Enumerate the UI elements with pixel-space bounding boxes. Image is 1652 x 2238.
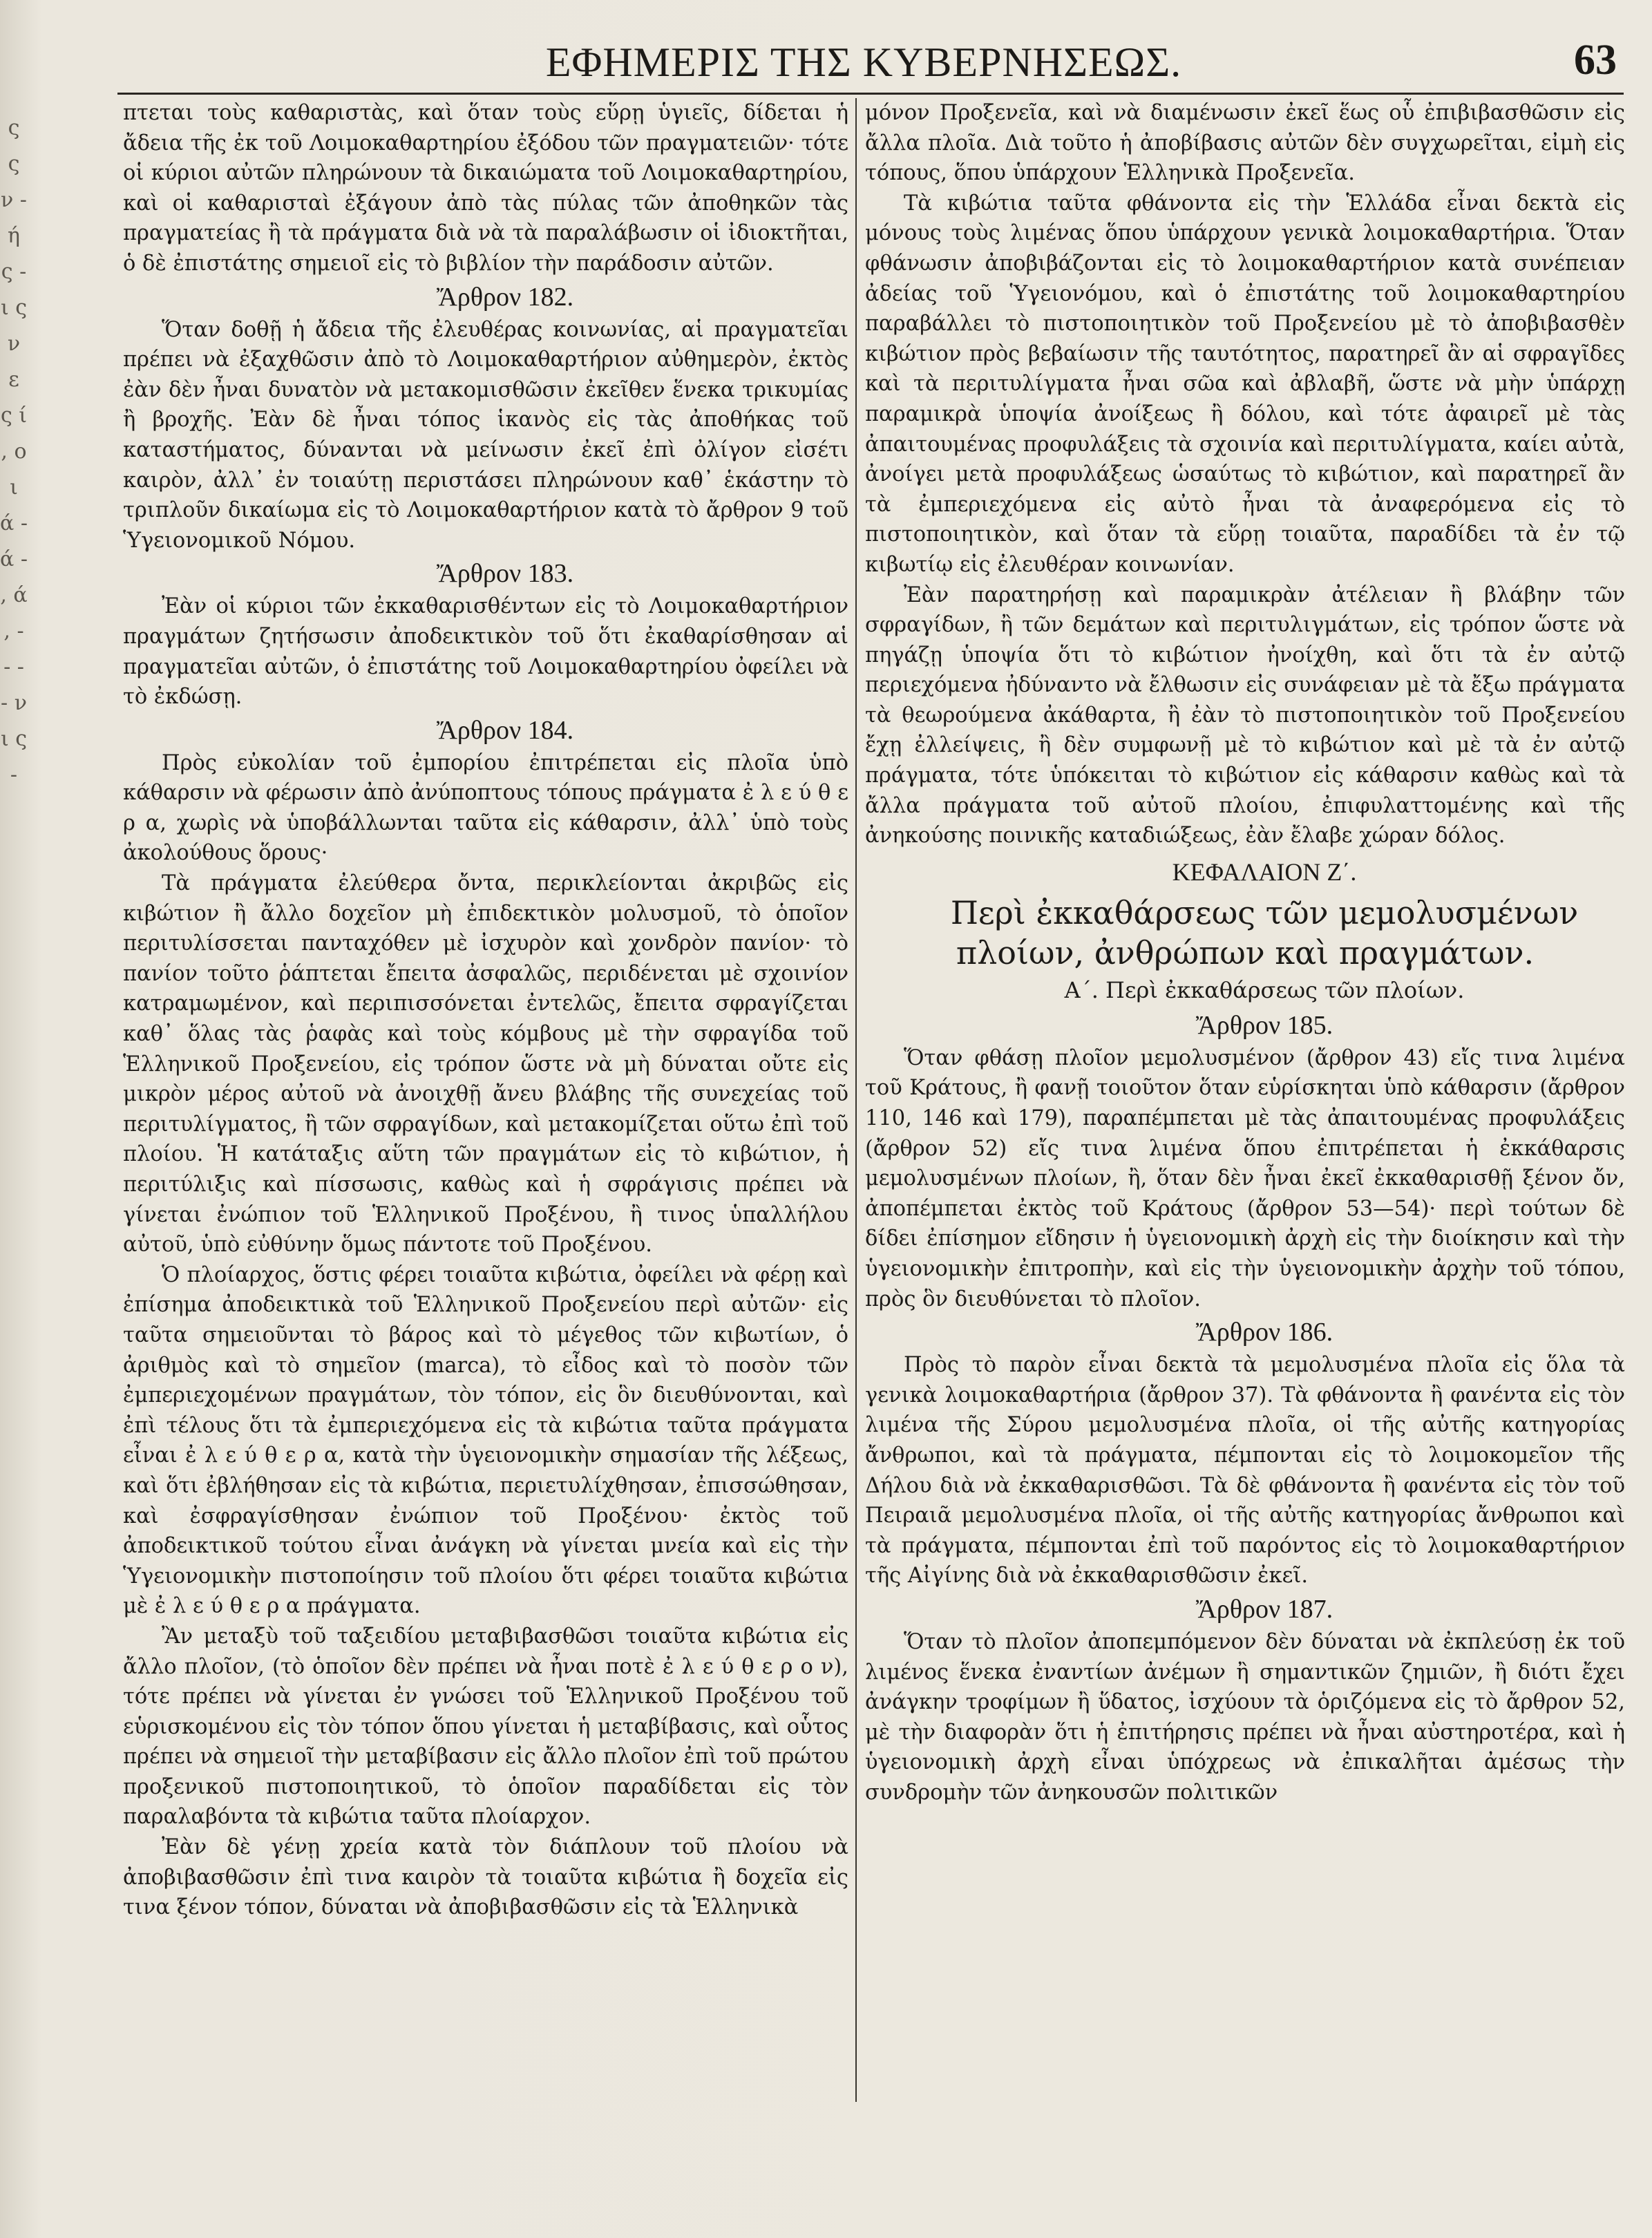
chapter-title: Περὶ ἐκκαθάρσεως τῶν μεμολυσμένων πλοίων, ἀνθρώπων καὶ πραγμάτων. [950, 893, 1579, 971]
header-rule [117, 93, 1624, 95]
right-paragraph-2: Τὰ κιβώτια ταῦτα φθάνοντα εἰς τὴν Ἑλλάδα εἶναι δεκτὰ εἰς μόνους τοὺς λιμένας ὅπου ὑπάρχουν γενικὰ λοιμοκαθαρτήρια. Ὅταν φθάνωσιν ἀποβιβάζονται εἰς τὸ λοιμοκαθαρτήριον κατὰ συνέπειαν ἀδείας τοῦ Ὑγειονόμου, καὶ ὁ ἐπιστάτης τοῦ λοιμοκαθαρτηρίου παραβάλλει τὸ πιστοποιητικὸν τοῦ Προξενείου μὲ τὸ ἀποβιβασθὲν κιβώτιον πρὸς βεβαίωσιν τῆς ταυτότητος, παρατηρεῖ ἂν αἱ σφραγῖδες καὶ τὰ περιτυλίγματα ἦναι σῶα καὶ ἀβλαβῆ, ὥστε νὰ μὴν ὑπάρχῃ παραμικρὰ ὑποψία ἀνοίξεως ἢ δόλου, καὶ τότε ἀφαιρεῖ μὲ τὰς ἀπαιτουμένας προφυλάξεις τὰ σχοινία καὶ περιτυλίγματα, καίει αὐτὰ, ἀνοίγει μετὰ προφυλάξεως ὡσαύτως τὸ κιβώτιον, καὶ παρατηρεῖ ἂν τὰ ἐμπεριεχόμενα εἰς αὐτὸ ἦναι τὰ ἀναφερόμενα εἰς τὸ πιστοποιητικὸν, καὶ ὅταν τὰ εὕρῃ τοιαῦτα, παραδίδει τὰ ἐν τῷ κιβωτίῳ εἰς ἐλευθέραν κοινωνίαν. [865, 191, 1625, 577]
left-paragraph-7: Ἂν μεταξὺ τοῦ ταξειδίου μεταβιβασθῶσι τοιαῦτα κιβώτια εἰς ἄλλο πλοῖον, (τὸ ὁποῖον δὲν πρέπει νὰ ἦναι ποτὲ ἐ λ ε ύ θ ε ρ ο ν), τότε πρέπει νὰ γίνεται ἐν γνώσει τοῦ Ἑλληνικοῦ Προξένου τοῦ εὑρισκομένου εἰς τὸν τόπον ὅπου γίνεται ἡ μεταβίβασις, καὶ οὗτος πρέπει νὰ σημειοῖ τὴν μεταβίβασιν εἰς ἄλλο πλοῖον ἐπὶ τοῦ πρώτου προξενικοῦ πιστοποιητικοῦ, τὸ ὁποῖον παραδίδεται εἰς τὸν παραλαβόντα τὰ κιβώτια ταῦτα πλοίαρχον. [123, 1624, 848, 1830]
publication-title: ΕΦΗΜΕΡΙΣ ΤΗΣ ΚΥΒΕΡΝΗΣΕΩΣ. [545, 39, 1182, 85]
left-paragraph-6: Ὁ πλοίαρχος, ὅστις φέρει τοιαῦτα κιβώτια, ὀφείλει νὰ φέρῃ καὶ ἐπίσημα ἀποδεικτικὰ τοῦ Ἑλληνικοῦ Προξενείου περὶ αὐτῶν· εἰς ταῦτα σημειοῦνται τὸ βάρος καὶ τὸ μέγεθος τῶν κιβωτίων, ὁ ἀριθμὸς καὶ τὸ σημεῖον (marca), τὸ εἶδος καὶ τὸ ποσὸν τῶν ἐμπεριεχομένων πραγμάτων, τὸν τόπον, εἰς ὃν διευθύνονται, καὶ ἐπὶ τέλους ὅτι τὰ ἐμπεριεχόμενα εἰς τὰ κιβώτια ταῦτα πράγματα εἶναι ἐ λ ε ύ θ ε ρ α, κατὰ τὴν ὑγειονομικὴν σημασίαν τῆς λέξεως, καὶ ὅτι ἐβλήθησαν εἰς τὰ κιβώτια, περιετυλίχθησαν, ἐπισσώθησαν, καὶ ἐσφραγίσθησαν ἐνώπιον τοῦ Προξένου· ἐκτὸς τοῦ ἀποδεικτικοῦ τούτου εἶναι ἀνάγκη νὰ γίνεται μνεία καὶ εἰς τὴν Ὑγειονομικὴν πιστοποίησιν τοῦ πλοίου ὅτι φέρει τοιαῦτα κιβώτια μὲ ἐ λ ε ύ θ ε ρ α πράγματα. [123, 1262, 848, 1619]
right-paragraph-6: Ὅταν τὸ πλοῖον ἀποπεμπόμενον δὲν δύναται νὰ ἐκπλεύσῃ ἐκ τοῦ λιμένος ἕνεκα ἐναντίων ἀνέμων ἢ σημαντικῶν ζημιῶν, ἢ διότι ἔχει ἀνάγκην τροφίμων ἢ ὕδατος, ἰσχύουν τὰ ὁριζόμενα εἰς τὸ ἄρθρον 52, μὲ τὴν διαφορὰν ὅτι ἡ ἐπιτήρησις πρέπει νὰ ἦναι αὐστηροτέρα, καὶ ἡ ὑγειονομικὴ ἀρχὴ εἶναι ὑπόχρεως νὰ ἐπικαλῆται ἀμέσως τὴν συνδρομὴν τῶν ἀνηκουσῶν πολιτικῶν [865, 1629, 1625, 1805]
article-heading-184: Ἄρθρον 184. [436, 715, 574, 745]
section-heading: Α΄. Περὶ ἐκκαθάρσεως τῶν πλοίων. [1064, 976, 1465, 1003]
right-paragraph-4: Ὅταν φθάσῃ πλοῖον μεμολυσμένον (ἄρθρον 43) εἴς τινα λιμένα τοῦ Κράτους, ἢ φανῇ τοιοῦτον ὅταν εὑρίσκηται ὑπὸ κάθαρσιν (ἄρθρον 110, 146 καὶ 179), παραπέμπεται μὲ τὰς ἀπαιτουμένας προφυλάξεις (ἄρθρον 52) εἴς τινα λιμένα ὅπου ἐπιτρέπεται ἡ ἐκκάθαρσις μεμολυσμένων πλοίων, ἢ, ὅταν δὲν ἦναι ἐκεῖ ἐκκαθαρισθῇ ξένον ὄν, ἀποπέμπεται ἐκτὸς τοῦ Κράτους (ἄρθρον 53—54)· περὶ τούτων δὲ δίδει ἐπίσημον εἴδησιν ἡ ὑγειονομικὴ ἀρχὴ εἰς τὴν διοίκησιν καὶ τὴν ὑγειονομικὴν ἐπιτροπὴν, καὶ εἰς τὴν ὑγειονομικὴν ἀρχὴν τοῦ τόπου, πρὸς ὃν διευθύνεται τὸ πλοῖον. [865, 1045, 1625, 1311]
article-heading-183: Ἄρθρον 183. [436, 559, 574, 589]
left-paragraph-4: Πρὸς εὐκολίαν τοῦ ἐμπορίου ἐπιτρέπεται εἰς πλοῖα ὑπὸ κάθαρσιν νὰ φέρωσιν ἀπὸ ἀνύποπτους τόπους πράγματα ἐ λ ε ύ θ ε ρ α, χωρὶς νὰ ὑποβάλλωνται ταῦτα εἰς κάθαρσιν, ἀλλ᾿ ὑπὸ τοὺς ἀκολούθους ὅρους· [123, 750, 848, 866]
chapter-heading: ΚΕΦΑΛΑΙΟΝ Ζ΄. [1172, 857, 1357, 886]
article-heading-182: Ἄρθρον 182. [436, 282, 574, 312]
binding-margin-fragments: ς ς ν - ή ς - ι ς ν ε ς ί , ο ι ά - ά - , ά , - - - - ν ι ς - [0, 116, 28, 787]
right-paragraph-3: Ἐὰν παρατηρήσῃ καὶ παραμικρὰν ἀτέλειαν ἢ βλάβην τῶν σφραγίδων, ἢ τῶν δεμάτων καὶ περιτυλιγμάτων, εἰς τρόπον ὥστε νὰ πηγάζῃ ὑποψία ὅτι τὸ κιβώτιον ἠνοίχθη, καὶ ὅτι τὰ ἐν αὐτῷ περιεχόμενα ἠδύναντο νὰ ἔλθωσιν εἰς συνάφειαν μὲ τὰ ἔξω πράγματα τὰ θεωρούμενα ἀκάθαρτα, ἢ ἐὰν τὸ πιστοποιητικὸν τοῦ Προξενείου ἔχῃ ἐλλείψεις, ἢ δὲν συμφωνῇ μὲ τὸ κιβώτιον καὶ μὲ τὰ ἐν αὐτῷ πράγματα, τότε ὑπόκειται τὸ κιβώτιον εἰς κάθαρσιν καθὼς καὶ τὰ ἄλλα πράγματα τοῦ αὐτοῦ πλοίου, ἐπιφυλαττομένης καὶ τῆς ἀνηκούσης ποινικῆς καταδιώξεως, ἐὰν ἔλαβε χώραν δόλος. [865, 582, 1625, 848]
page-header [104, 33, 1624, 88]
left-paragraph-1: πτεται τοὺς καθαριστὰς, καὶ ὅταν τοὺς εὕρῃ ὑγιεῖς, δίδεται ἡ ἄδεια τῆς ἐκ τοῦ Λοιμοκαθαρτηρίου ἐξόδου τῶν πραγματειῶν· τότε οἱ κύριοι αὐτῶν πληρώνουν τὰ δικαιώματα τοῦ Λοιμοκαθαρτηρίου, καὶ οἱ καθαρισταὶ ἐξάγουν ἀπὸ τὰς πύλας τῶν ἀποθηκῶν τὰς πραγματείας ἢ τὰ πράγματα διὰ νὰ τὰ παραλάβωσιν οἱ ἰδιοκτῆται, ὁ δὲ ἐπιστάτης σημειοῖ εἰς τὸ βιβλίον τὴν παράδοσιν αὐτῶν. [123, 101, 848, 276]
right-paragraph-1: μόνον Προξενεῖα, καὶ νὰ διαμένωσιν ἐκεῖ ἕως οὗ ἐπιβιβασθῶσιν εἰς ἄλλα πλοῖα. Διὰ τοῦτο ἡ ἀποβίβασις αὐτῶν δὲν συγχωρεῖται, εἰμὴ εἰς τόπους, ὅπου ὑπάρχουν Ἑλληνικὰ Προξενεῖα. [865, 101, 1625, 186]
article-heading-186: Ἄρθρον 186. [1195, 1318, 1333, 1347]
right-paragraph-5: Πρὸς τὸ παρὸν εἶναι δεκτὰ τὰ μεμολυσμένα πλοῖα εἰς ὅλα τὰ γενικὰ λοιμοκαθαρτήρια (ἄρθρον 37). Τὰ φθάνοντα ἢ φανέντα εἰς τὸν λιμένα τῆς Σύρου μεμολυσμένα πλοῖα, οἱ τῆς αὐτῆς κατηγορίας ἄνθρωποι, καὶ τὰ πράγματα, πέμπονται εἰς τὸ λοιμοκομεῖον τῆς Δήλου διὰ νὰ ἐκκαθαρισθῶσι. Τὰ δὲ φθάνοντα ἢ φανέντα εἰς τὸν τοῦ Πειραιᾶ μεμολυσμένα πλοῖα, οἱ τῆς αὐτῆς κατηγορίας ἄνθρωποι καὶ τὰ πράγματα, πέμπονται ἐπὶ τοῦ παρόντος εἰς τὸ λοιμοκαθαρτήριον τῆς Αἰγίνης διὰ νὰ ἐκκαθαρισθῶσιν ἐκεῖ. [865, 1353, 1625, 1589]
column-divider [855, 98, 857, 2102]
page-number: 63 [1574, 37, 1617, 84]
left-paragraph-3: Ἐὰν οἱ κύριοι τῶν ἐκκαθαρισθέντων εἰς τὸ Λοιμοκαθαρτήριον πραγμάτων ζητήσωσιν ἀποδεικτικὸν τοῦ ὅτι ἐκαθαρίσθησαν αἱ πραγματεῖαι αὐτῶν, ὁ ἐπιστάτης τοῦ Λοιμοκαθαρτηρίου ὀφείλει νὰ τὸ ἐκδώσῃ. [123, 594, 848, 710]
left-column [123, 98, 848, 2212]
article-heading-185: Ἄρθρον 185. [1195, 1010, 1333, 1040]
left-paragraph-5: Τὰ πράγματα ἐλεύθερα ὄντα, περικλείονται ἀκριβῶς εἰς κιβώτιον ἢ ἄλλο δοχεῖον μὴ ἐπιδεκτικὸν μολυσμοῦ, τὸ ὁποῖον περιτυλίσσεται πανταχόθεν μὲ ἰσχυρὸν καὶ χονδρὸν πανίον· τὸ πανίον τοῦτο ῥάπτεται ἔπειτα ἀσφαλῶς, περιδένεται μὲ σχοινίον κατραμωμένον, καὶ περιπισσόνεται ἐντελῶς, ἔπειτα σφραγίζεται καθ᾿ ὅλας τὰς ῥαφὰς καὶ τοὺς κόμβους μὲ τὴν σφραγίδα τοῦ Ἑλληνικοῦ Προξενείου, εἰς τρόπον ὥστε νὰ μὴ δύναται οὔτε εἰς μικρὸν μέρος αὐτοῦ νὰ ἀνοιχθῇ ἄνευ βλάβης τῆς συνεχείας τοῦ περιτυλίγματος, ἢ τῶν σφραγίδων, καὶ μετακομίζεται οὕτω ἐπὶ τοῦ πλοίου. Ἡ κατάταξις αὕτη τῶν πραγμάτων εἰς τὸ κιβώτιον, ἡ περιτύλιξις καὶ πίσσωσις, καθὼς καὶ ἡ σφράγισις πρέπει νὰ γίνεται ἐνώπιον τοῦ Ἑλληνικοῦ Προξένου, ἢ τινος ὑπαλλήλου αὐτοῦ, ὑπὸ εὐθύνην ὅμως πάντοτε τοῦ Προξένου. [123, 871, 848, 1258]
left-paragraph-8: Ἐὰν δὲ γένῃ χρεία κατὰ τὸν διάπλουν τοῦ πλοίου νὰ ἀποβιβασθῶσιν ἐπὶ τινα καιρὸν τὰ τοιαῦτα κιβώτια ἢ δοχεῖα εἰς τινα ξένον τόπον, δύναται νὰ ἀποβιβασθῶσιν εἰς τὰ Ἑλληνικὰ [123, 1835, 848, 1920]
left-paragraph-2: Ὅταν δοθῇ ἡ ἄδεια τῆς ἐλευθέρας κοινωνίας, αἱ πραγματεῖαι πρέπει νὰ ἐξαχθῶσιν ἀπὸ τὸ Λοιμοκαθαρτήριον αὐθημερὸν, ἐκτὸς ἐὰν δὲν ἦναι δυνατὸν νὰ μετακομισθῶσιν ἐκεῖθεν ἕνεκα τρικυμίας ἢ βροχῆς. Ἐὰν δὲ ἦναι τόπος ἱκανὸς εἰς τὰς ἀποθήκας τοῦ καταστήματος, δύνανται νὰ μείνωσιν ἐκεῖ ἐπὶ ὀλίγον εἰσέτι καιρὸν, ἀλλ᾿ ἐν τοιαύτῃ περιστάσει πληρώνουν καθ᾿ ἑκάστην τὸ τριπλοῦν δικαίωμα εἰς τὸ Λοιμοκαθαρτήριον κατὰ τὸ ἄρθρον 9 τοῦ Ὑγειονομικοῦ Νόμου. [123, 317, 848, 553]
right-column [865, 98, 1625, 2212]
article-heading-187: Ἄρθρον 187. [1195, 1594, 1333, 1624]
